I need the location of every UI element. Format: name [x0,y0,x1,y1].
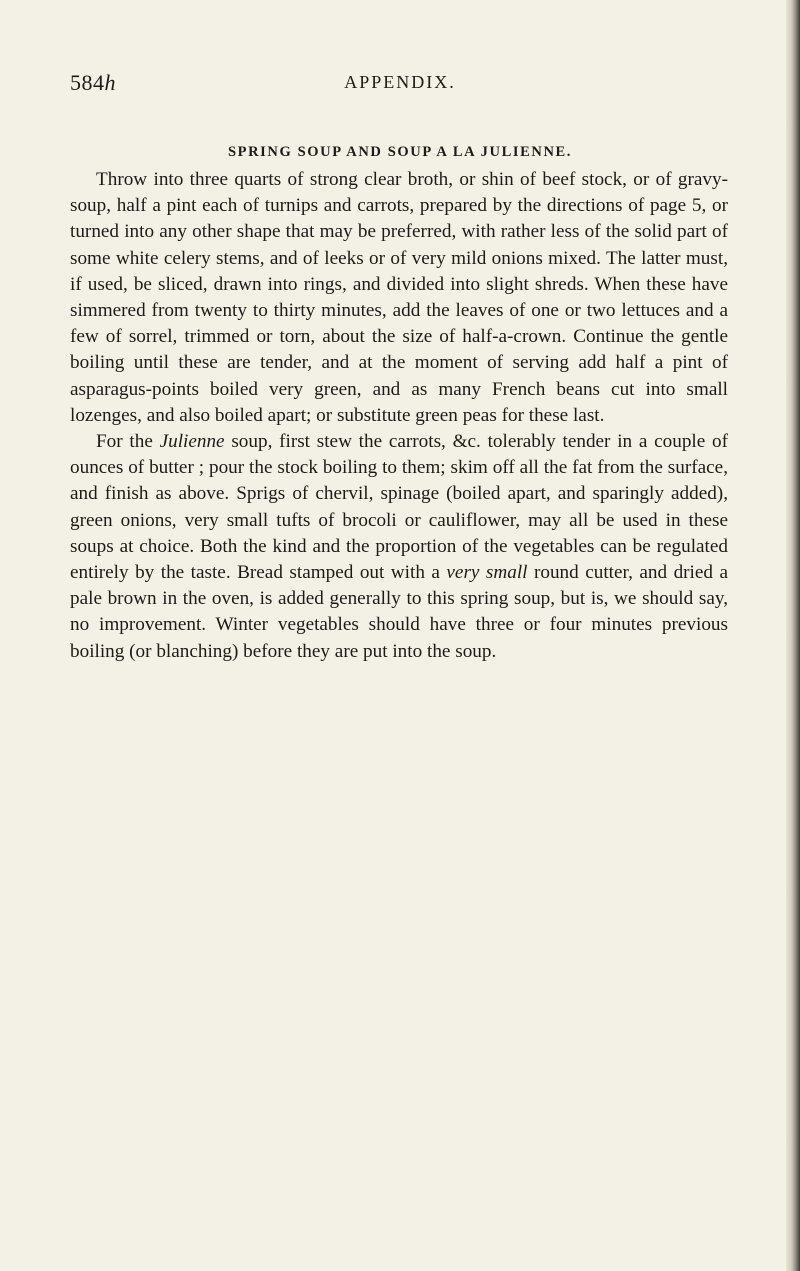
italic-very-small: very small [446,562,528,584]
paragraph-julienne: For the Julienne soup, first stew the carrots, &c. tolerably tender in a couple of ounces of butter ; pour the stock boiling to them; skim off all the fat from the surface, and finish as above. Sprigs of chervil, spinage (boiled apart, and sparingly added), green onions, very small tufts of brocoli or cauliflower, may all be used in these soups at choice. Both the kind and the proportion of the vegetables can be regulated entirely by the taste. Bread stamped out with a very small round cutter, and dried a pale brown in the oven, is added generally to this spring soup, but is, we should say, no improvement. Winter vegetables should have three or four minutes previous boiling (or blanching) before they are put into the soup. [70,431,728,662]
paragraph-spring-soup: Throw into three quarts of strong clear broth, or shin of beef stock, or of gravy-soup, half a pint each of turnips and carrots, prepared by the directions of page 5, or turned into any other shape that may be preferred, with rather less of the solid part of some white celery stems, and of leeks or of very mild onions mixed. The latter must, if used, be sliced, drawn into rings, and divided into slight shreds. When these have simmered from twenty to thirty minutes, add the leaves of one or two lettuces and a few of sorrel, trimmed or torn, about the size of half-a-crown. Continue the gentle boiling until these are tender, and at the moment of serving add half a pint of asparagus-points boiled very green, and as many French beans cut into small lozenges, and also boiled apart; or substitute green peas for these last. [70,169,728,426]
page-edge-shadow [786,0,800,1271]
section-title: SPRING SOUP AND SOUP A LA JULIENNE. [227,144,573,160]
running-head: APPENDIX. [344,72,456,92]
page-header [70,70,730,100]
page-number: 584h [70,70,116,95]
body-text [70,167,728,665]
italic-julienne: Julienne [159,431,225,453]
